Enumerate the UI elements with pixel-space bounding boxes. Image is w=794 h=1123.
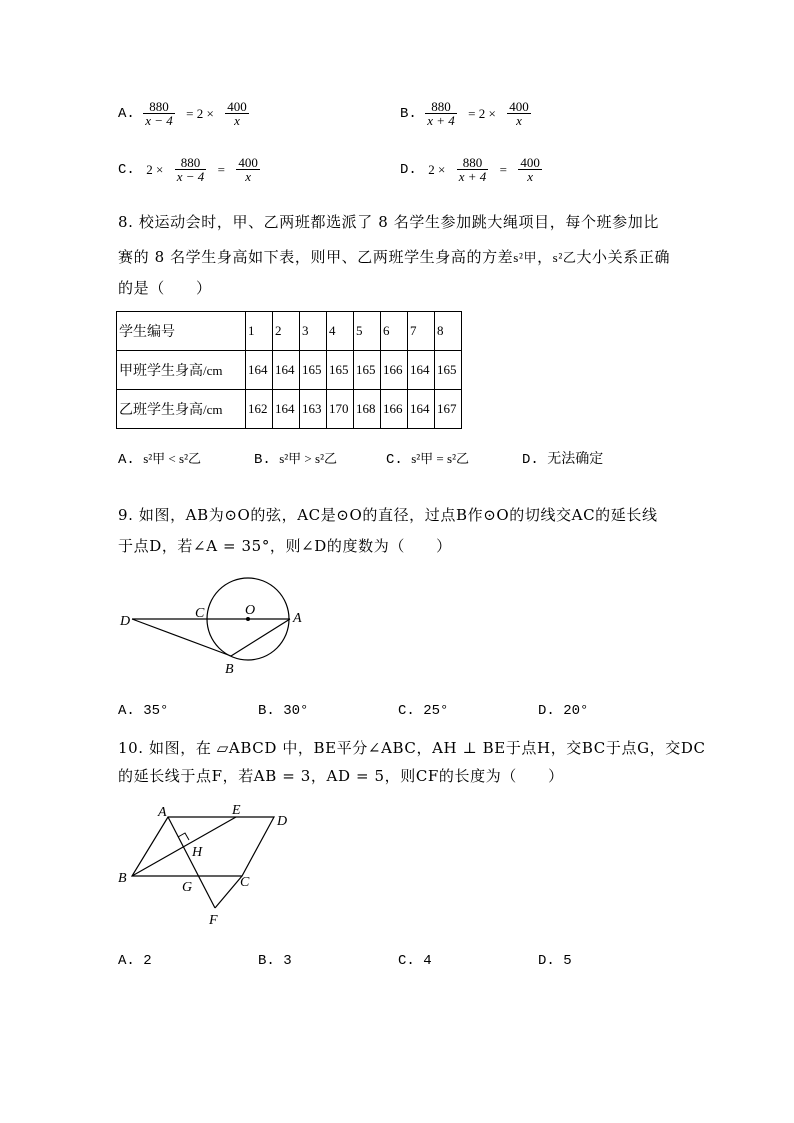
fraction: $\frac{880}{x + 4}$: [458, 155, 487, 184]
q8-stem-line1: 8. 校运动会时，甲、乙两班都选派了 8 名学生参加跳大绳项目，每个班参加比: [118, 213, 659, 231]
table-cell: 162: [246, 390, 273, 429]
equation-prefix: 2 ×: [146, 161, 164, 177]
table-cell: 168: [354, 390, 381, 429]
table-cell: 1: [246, 312, 273, 351]
table-cell: 2: [273, 312, 300, 351]
label-e: E: [232, 803, 241, 818]
q7-option-d: [400, 156, 542, 183]
table-cell: 164: [408, 351, 435, 390]
q8-stem-text: 赛的 8 名学生身高如下表，则甲、乙两班学生身高的方差: [118, 248, 514, 266]
q10-option-c: C. 4: [398, 953, 432, 969]
equation-operator: =: [499, 161, 508, 177]
label-f: F: [209, 913, 218, 928]
fraction: $\frac{400}{x}$: [238, 155, 258, 184]
q9-option-c: C. 25°: [398, 703, 449, 719]
label-d: D: [120, 614, 131, 629]
label-a: A: [293, 611, 302, 626]
q7-option-c: [118, 156, 260, 183]
q7-option-b: [400, 100, 531, 127]
label-h: H: [192, 845, 203, 860]
table-cell: 7: [408, 312, 435, 351]
table-cell: 164: [273, 390, 300, 429]
q10-stem-line2: 的延长线于点F，若AB = 3，AD = 5，则CF的长度为（ ）: [118, 767, 564, 785]
q8-option-c: C. s²甲 = s²乙: [386, 451, 469, 468]
q7-option-a: [118, 100, 249, 127]
label-o: O: [245, 603, 256, 618]
table-cell: 170: [327, 390, 354, 429]
table-cell: 4: [327, 312, 354, 351]
option-letter: A.: [118, 106, 135, 123]
q10-parallelogram-figure: [112, 800, 302, 930]
table-cell: 167: [435, 390, 462, 429]
table-header-row: [117, 312, 462, 351]
parallelogram-abcd: [132, 817, 274, 876]
height-table: [116, 311, 462, 429]
fraction: $\frac{880}{x - 4}$: [176, 155, 205, 184]
label-d: D: [277, 814, 288, 829]
label-b: B: [225, 662, 234, 677]
q9-stem-line2: 于点D，若∠A = 35°，则∠D的度数为（ ）: [118, 537, 452, 555]
line-be: [132, 817, 236, 876]
line-cf: [215, 876, 242, 908]
table-cell: 8: [435, 312, 462, 351]
q10-option-d: D. 5: [538, 953, 572, 969]
table-cell: 166: [381, 351, 408, 390]
q10-stem-line1: 10. 如图，在 ▱ABCD 中，BE平分∠ABC，AH ⊥ BE于点H，交BC于点G，交DC: [118, 739, 706, 757]
q9-option-a: A. 35°: [118, 703, 169, 719]
table-cell: 164: [273, 351, 300, 390]
table-cell: 166: [381, 390, 408, 429]
table-cell: 165: [300, 351, 327, 390]
q8-option-a: A. s²甲 < s²乙: [118, 451, 201, 468]
option-letter: C.: [118, 162, 135, 179]
table-cell: 164: [408, 390, 435, 429]
q8-stem-line2: 赛的 8 名学生身高如下表，则甲、乙两班学生身高的方差s²甲，s²乙大小关系正确: [118, 248, 671, 266]
q10-option-b: B. 3: [258, 953, 292, 969]
table-cell: 164: [246, 351, 273, 390]
q9-stem-line1: 9. 如图，AB为⊙O的弦，AC是⊙O的直径，过点B作⊙O的切线交AC的延长线: [118, 506, 658, 524]
table-cell: 6: [381, 312, 408, 351]
equation-prefix: 2 ×: [428, 161, 446, 177]
table-cell: 165: [435, 351, 462, 390]
variance-symbol-a: s²甲: [513, 250, 538, 265]
tangent-line-db: [132, 619, 231, 656]
q10-option-a: A. 2: [118, 953, 152, 969]
label-g: G: [182, 880, 193, 895]
option-letter: D.: [400, 162, 417, 179]
label-b: B: [118, 871, 127, 886]
q9-option-d: D. 20°: [538, 703, 589, 719]
chord-ab: [231, 619, 290, 656]
label-c: C: [195, 606, 205, 621]
fraction: $\frac{400}{x}$: [520, 155, 540, 184]
q8-stem-line3: 的是（ ）: [118, 279, 212, 297]
equation-operator: = 2 ×: [468, 105, 496, 121]
fraction: $\frac{880}{x - 4}$: [145, 99, 173, 128]
table-row: [117, 390, 462, 429]
label-a: A: [158, 805, 167, 820]
fraction: $\frac{880}{x + 4}$: [427, 99, 455, 128]
fraction: $\frac{400}{x}$: [227, 99, 247, 128]
table-cell: 3: [300, 312, 327, 351]
q8-option-b: B. s²甲 > s²乙: [254, 451, 337, 468]
q9-circle-figure: [110, 570, 320, 680]
option-letter: B.: [400, 106, 417, 123]
table-cell: 165: [354, 351, 381, 390]
table-cell: 163: [300, 390, 327, 429]
fraction: $\frac{400}{x}$: [509, 99, 529, 128]
table-cell: 165: [327, 351, 354, 390]
equation-operator: = 2 ×: [186, 105, 214, 121]
label-c: C: [240, 875, 250, 890]
table-row: [117, 351, 462, 390]
q8-option-d: D. 无法确定: [522, 451, 604, 468]
table-row-label: 甲班学生身高/cm: [117, 351, 246, 390]
table-row-label: 乙班学生身高/cm: [117, 390, 246, 429]
table-cell: 5: [354, 312, 381, 351]
q8-stem-text: 大小关系正确: [576, 248, 671, 266]
variance-symbol-b: s²乙: [552, 250, 577, 265]
q9-option-b: B. 30°: [258, 703, 309, 719]
table-header-label: 学生编号: [117, 312, 246, 351]
equation-operator: =: [217, 161, 226, 177]
